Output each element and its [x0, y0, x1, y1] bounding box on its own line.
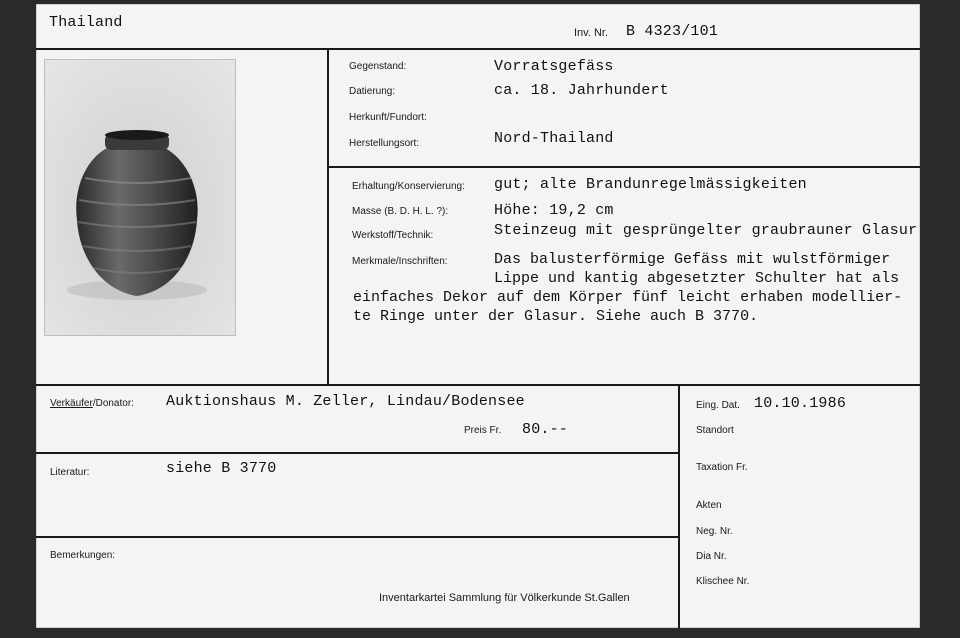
inv-number: B 4323/101	[626, 23, 719, 40]
literatur-value: siehe B 3770	[166, 460, 277, 477]
inv-label: Inv. Nr.	[574, 27, 609, 39]
herkunft-label: Herkunft/Fundort:	[349, 112, 427, 123]
divider-right-panel	[678, 384, 680, 628]
preis-value: 80.--	[522, 421, 569, 438]
gegenstand-value: Vorratsgefäss	[494, 58, 614, 75]
eing-dat-value: 10.10.1986	[754, 395, 847, 412]
divider-literatur	[36, 536, 678, 538]
divider-verkaeufer	[36, 452, 678, 454]
card-footer: Inventarkartei Sammlung für Völkerkunde St.Gallen	[379, 592, 630, 604]
erhaltung-value: gut; alte Brandunregelmässigkeiten	[494, 176, 807, 193]
datierung-label: Datierung:	[349, 86, 396, 97]
klischee-nr-label: Klischee Nr.	[696, 576, 750, 587]
verkaeufer-label-b: /Donator:	[92, 398, 134, 409]
preis-label: Preis Fr.	[464, 425, 502, 436]
taxation-label: Taxation Fr.	[696, 462, 748, 473]
divider-object	[327, 166, 920, 168]
divider-photo	[327, 48, 329, 384]
divider-header	[36, 48, 920, 50]
country-label: Thailand	[49, 14, 123, 31]
literatur-label: Literatur:	[50, 467, 90, 478]
jar-image	[45, 60, 235, 335]
werkstoff-label: Werkstoff/Technik:	[352, 230, 434, 241]
divider-mid	[36, 384, 920, 386]
herstellungsort-label: Herstellungsort:	[349, 138, 420, 149]
merkmale-line-4: te Ringe unter der Glasur. Siehe auch B 3770.	[353, 308, 759, 325]
erhaltung-label: Erhaltung/Konservierung:	[352, 181, 465, 192]
inventory-card	[36, 4, 920, 628]
bemerkungen-label: Bemerkungen:	[50, 550, 116, 561]
merkmale-label: Merkmale/Inschriften:	[352, 256, 448, 267]
masse-label: Masse (B. D. H. L. ?):	[352, 206, 449, 217]
gegenstand-label: Gegenstand:	[349, 61, 407, 72]
merkmale-line-1: Das balusterförmige Gefäss mit wulstförmiger	[494, 251, 891, 268]
merkmale-line-3: einfaches Dekor auf dem Körper fünf leicht erhaben modellier-	[353, 289, 903, 306]
verkaeufer-value: Auktionshaus M. Zeller, Lindau/Bodensee	[166, 393, 525, 410]
verkaeufer-label-a: Verkäufer	[50, 398, 93, 409]
dia-nr-label: Dia Nr.	[696, 551, 727, 562]
akten-label: Akten	[696, 500, 722, 511]
neg-nr-label: Neg. Nr.	[696, 526, 733, 537]
merkmale-line-2: Lippe und kantig abgesetzter Schulter hat als	[494, 270, 900, 287]
verkaeufer-label	[50, 398, 134, 409]
object-photo	[44, 59, 236, 336]
eing-dat-label: Eing. Dat.	[696, 400, 740, 411]
datierung-value: ca. 18. Jahrhundert	[494, 82, 669, 99]
masse-value: Höhe: 19,2 cm	[494, 202, 614, 219]
standort-label: Standort	[696, 425, 734, 436]
werkstoff-value: Steinzeug mit gesprüngelter graubrauner Glasur	[494, 222, 918, 239]
herstellungsort-value: Nord-Thailand	[494, 130, 614, 147]
